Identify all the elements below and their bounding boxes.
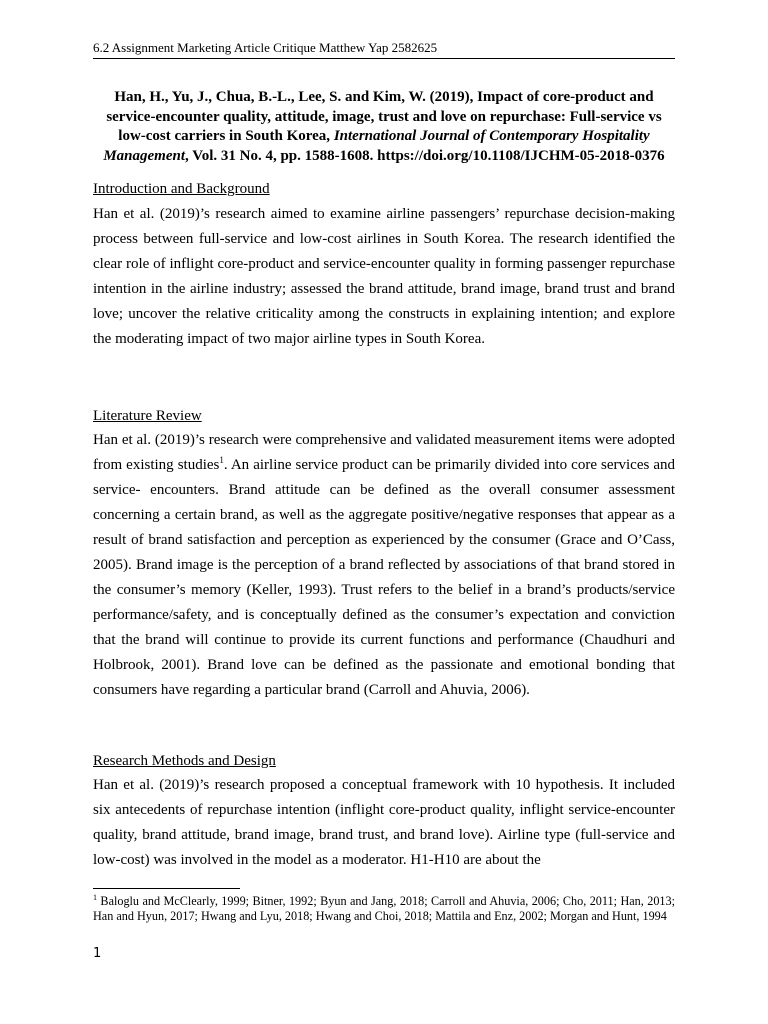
- lit-text-a: Han et al. (2019)’s research were comprehensive and validated measurement items were adopted from existing studies: [93, 432, 675, 473]
- heading-research-methods: Research Methods and Design: [93, 753, 276, 769]
- paragraph-research-methods: Han et al. (2019)’s research proposed a conceptual framework with 10 hypothesis. It included six antecedents of repurchase intention (inflight core-product quality, inflight service-encounter quality, brand attitude, brand image, brand trust, and brand love). Airline type (full-service and low-cost) was involved in the model as a moderator. H1-H10 are about the: [93, 777, 675, 868]
- article-citation: [93, 88, 675, 166]
- citation-details: , Vol. 31 No. 4, pp. 1588-1608. https://doi.org/10.1108/IJCHM-05-2018-0376: [185, 147, 665, 164]
- footnote-marker: 1: [93, 892, 97, 902]
- paragraph-introduction: Han et al. (2019)’s research aimed to examine airline passengers’ repurchase decision-making process between full-service and low-cost airlines in South Korea. The research identified the clear role of inflight core-product and service-encounter quality in forming passenger repurchase intention in the airline industry; assessed the brand attitude, brand image, brand trust and brand love; uncover the relative criticality among the constructs in explaining intention; and explore the moderating impact of two major airline types in South Korea.: [93, 206, 675, 347]
- footnote-reference[interactable]: 1: [219, 455, 224, 465]
- page-header: 6.2 Assignment Marketing Article Critique Matthew Yap 2582625: [93, 40, 675, 59]
- citation-authors-title: Han, H., Yu, J., Chua, B.-L., Lee, S. and Kim, W. (2019), Impact of core-product and service-encounter quality, attitude, image, trust and love on repurchase: Full-service vs low-cost carriers in South Korea,: [106, 89, 662, 144]
- heading-introduction: Introduction and Background: [93, 181, 270, 197]
- footnote-separator: [93, 888, 240, 889]
- citation-journal: International Journal of Contemporary Hospitality Management: [103, 128, 650, 164]
- heading-literature-review: Literature Review: [93, 408, 202, 424]
- page-number: 1: [93, 946, 102, 961]
- footnote: [93, 894, 675, 923]
- lit-text-b: . An airline service product can be primarily divided into core services and service- encounters. Brand attitude can be defined as the overall consumer assessment concerning a certain brand, as well as the aggregate positive/negative responses that appear as a result of brand satisfaction and perception as experienced by the consumer (Grace and O’Cass, 2005). Brand image is the perception of a brand reflected by associations of that brand stored in the consumer’s memory (Keller, 1993). Trust refers to the belief in a brand’s products/service performance/safety, and is conceptually defined as the consumer’s expectation and conviction that the brand will continue to provide its current functions and performance (Chaudhuri and Holbrook, 2001). Brand love can be defined as the passionate and emotional bonding that consumers have regarding a particular brand (Carroll and Ahuvia, 2006).: [93, 457, 675, 698]
- footnote-text: Baloglu and McClearly, 1999; Bitner, 1992; Byun and Jang, 2018; Carroll and Ahuvia, 2006; Cho, 2011; Han, 2013; Han and Hyun, 2017; Hwang and Lyu, 2018; Hwang and Choi, 2018; Mattila and Enz, 2002; Morgan and Hunt, 1994: [93, 894, 675, 923]
- paragraph-literature-review: [93, 428, 675, 703]
